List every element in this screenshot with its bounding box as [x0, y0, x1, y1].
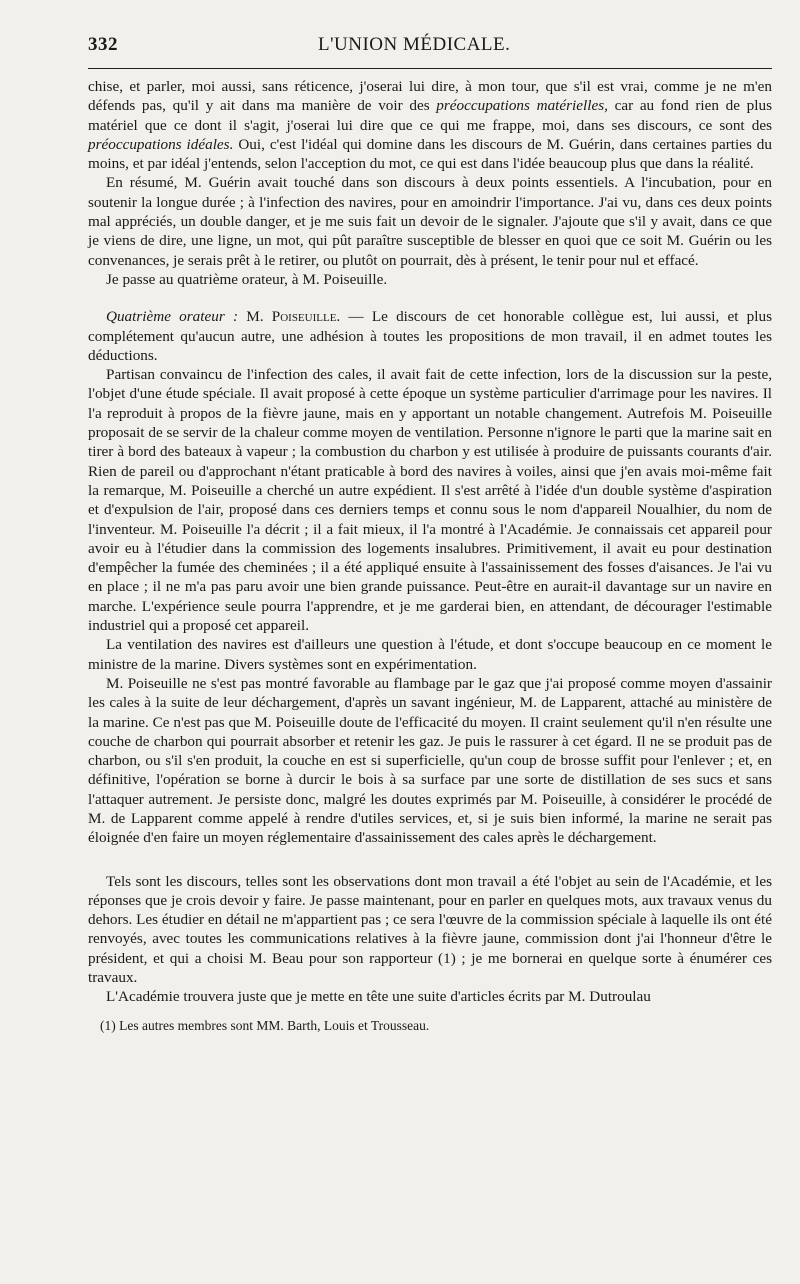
- footnote: (1) Les autres membres sont MM. Barth, Louis et Trousseau.: [100, 1017, 430, 1033]
- paragraph: [88, 173, 772, 269]
- text-segment: La ventilation des navires est d'ailleurs une question à l'étude, et dont s'occupe beaucoup en ce moment le ministre de la marine. Divers systèmes sont en expérimentation.: [88, 636, 772, 673]
- body-text: [88, 77, 772, 1007]
- paragraph: [88, 635, 772, 674]
- header-rule: [88, 68, 772, 69]
- page-number: 332: [88, 34, 118, 55]
- italic-text: préoccupations idéales.: [88, 135, 234, 153]
- paragraph: [88, 77, 772, 173]
- paragraph: [88, 365, 772, 635]
- paragraph: [88, 307, 772, 365]
- text-segment: Partisan convaincu de l'infection des cales, il avait fait de cette infection, lors de la discussion sur la peste, l'objet d'une étude spéciale. Il avait proposé à cette époque un système particulier d'arrimage pour les navires. Il l'a reproduit à propos de la fièvre jaune, mais en y apportant un notable changement. Autrefois M. Poiseuille proposait de se servir de la chaleur comme moyen de ventilation. Personne n'ignore le parti que la marine sait en tirer à bord des bateaux à vapeur ; la combustion du charbon y est utilisée à produire de puissants courants d'air. Rien de pareil ou d'approchant n'étant praticable à bord des navires à voiles, ainsi que j'en avais moi-même fait la remarque, M. Poiseuille a cherché un autre expédient. Il s'est arrêté à l'idée d'un double système d'aspiration et d'expulsion de l'air, proposé dans ces derniers temps et connu sous le nom d'appareil Noualhier, du nom de l'inventeur. M. Poiseuille l'a décrit ; il a fait mieux, il l'a montré à l'Académie. Je connaissais cet appareil pour avoir eu à l'étudier dans la commission des logements insalubres. Primitivement, il avait eu pour destination d'empêcher la fumée des cheminées ; il a été appliqué ensuite à l'assainissement des fosses d'aisances. Je l'ai vu en place ; il ne m'a pas paru avoir une bien grande puissance. Peut-être en aurait-il davantage sur un navire en marche. L'expérience seule pourra l'apprendre, et je me garderai bien, en attendant, de décourager l'estimable industriel qui a proposé cet appareil.: [88, 366, 772, 635]
- text-segment: car au fond rien de plus matériel que ce dont il s'agit, j'oserai lui dire que ce qui me frappe, moi, dans ses discours, ce sont des: [88, 97, 772, 134]
- text-segment: L'Académie trouvera juste que je mette en tête une suite d'articles écrits par M. Dutroulau: [106, 988, 651, 1006]
- paragraph: [88, 987, 772, 1006]
- running-title: L'UNION MÉDICALE.: [318, 34, 511, 55]
- text-segment: M. Poiseuille ne s'est pas montré favorable au flambage par le gaz que j'ai proposé comme moyen d'assainir les cales à la suite de leur déchargement, d'après un savant ingénieur, M. de Lapparent, attaché au ministère de la marine. Ce n'est pas que M. Poiseuille doute de l'efficacité du moyen. Il craint seulement qu'il n'en résulte une couche de charbon qui pourrait absorber et retenir les gaz. Je puis le rassurer à cet égard. Il ne se produit pas de charbon, ou s'il s'en produit, la couche en est si superficielle, qu'un coup de brosse suffit pour l'enlever ; et, en définitive, l'opération se borne à durcir le bois à sa surface par une sorte de distillation de ses sucs et sans l'attaquer autrement. Je persiste donc, malgré les doutes exprimés par M. Poiseuille, à considérer le procédé de M. de Lapparent comme appelé à rendre d'utiles services, et, si je suis bien informé, la marine ne serait pas éloignée d'en faire un moyen réglementaire d'assainissement des cales après le déchargement.: [88, 674, 772, 847]
- text-segment: En résumé, M. Guérin avait touché dans son discours à deux points essentiels. A l'incubation, pour en soutenir la longue durée ; à l'infection des navires, pour en amoindrir l'importance. J'ai vu, dans ces deux points mal appréciés, un double danger, et je me suis fait un devoir de le signaler. J'ajoute que s'il y avait, dans ce que je viens de dire, une ligne, un mot, qui pût paraître susceptible de blesser en quoi que ce soit M. Guérin ou les convenances, je serais prêt à le retirer, ou plutôt on pourrait, dès à présent, le tenir pour nul et effacé.: [88, 174, 772, 269]
- text-segment: chise, et parler, moi aussi, sans réticence, j'oserai lui dire, à mon tour, que s'il est vrai, comme je ne m'en défends pas, qu'il y ait dans ma manière de voir des: [88, 78, 772, 115]
- text-segment: Je passe au quatrième orateur, à M. Poiseuille.: [106, 270, 388, 288]
- small-caps-text: Poiseuille: [271, 308, 337, 326]
- paragraph: [88, 270, 772, 289]
- italic-text: Quatrième orateur :: [106, 308, 239, 326]
- paragraph: [88, 872, 772, 988]
- text-segment: M.: [238, 308, 272, 326]
- text-segment: . — Le discours de cet honorable collègue est, lui aussi, et plus complétement qu'aucun autre, une adhésion à toutes les propositions de mon travail, il en admet toutes les déductions.: [88, 308, 773, 364]
- text-segment: Oui, c'est l'idéal qui domine dans les discours de M. Guérin, dans certaines parties du moins, et par idéal j'entends, selon l'acception du mot, ce qui est dans l'idée beaucoup plus que dans la réalité.: [88, 135, 772, 173]
- page-header: [88, 34, 772, 64]
- text-segment: Tels sont les discours, telles sont les observations dont mon travail a été l'objet au sein de l'Académie, et les réponses que je crois devoir y faire. Je passe maintenant, pour en parler en quelques mots, aux travaux venus du dehors. Les étudier en détail ne m'appartient pas ; ce sera l'œuvre de la commission spéciale à laquelle ils ont été renvoyés, avec toutes les communications relatives à la fièvre jaune, commission dont j'ai l'honneur d'être le président, et qui a choisi M. Beau pour son rapporteur (1) ; je me bornerai en quelque sorte à énumérer ces travaux.: [88, 872, 772, 987]
- italic-text: préoccupations matérielles,: [436, 97, 608, 115]
- paragraph: [88, 674, 772, 848]
